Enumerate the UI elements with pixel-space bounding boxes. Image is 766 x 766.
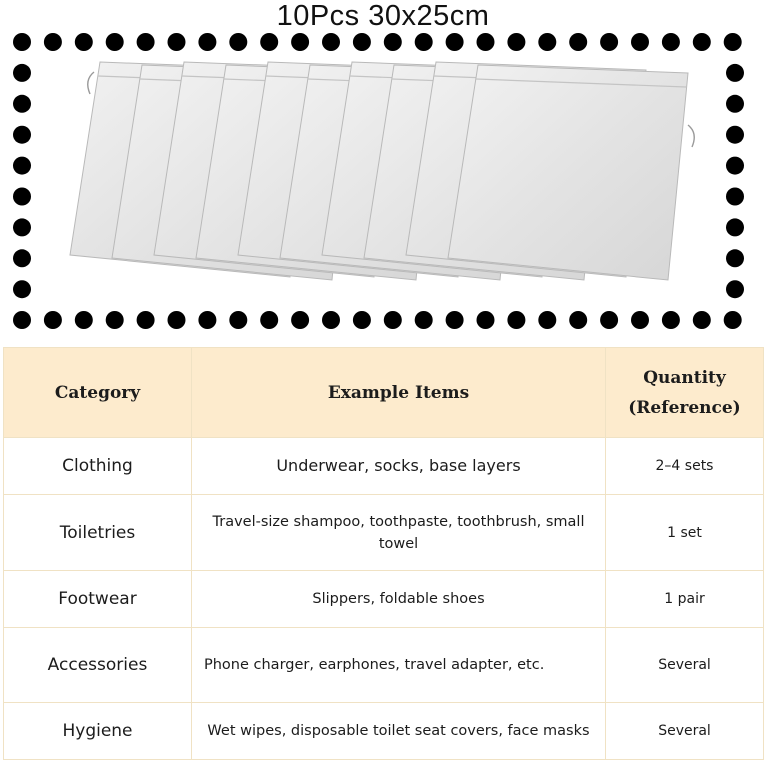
frame-dot	[106, 33, 124, 51]
row-quantity: Several	[606, 628, 764, 703]
frame-dot	[13, 157, 31, 175]
row-quantity: 1 set	[606, 495, 764, 571]
row-category: Footwear	[4, 571, 192, 628]
frame-dot	[13, 280, 31, 298]
row-examples: Slippers, foldable shoes	[192, 571, 606, 628]
frame-dot	[260, 311, 278, 329]
row-quantity: Several	[606, 703, 764, 760]
frame-dot	[13, 126, 31, 144]
table-row	[4, 495, 764, 571]
frame-dot	[631, 311, 649, 329]
frame-dot	[198, 311, 216, 329]
frame-dot	[538, 33, 556, 51]
header-quantity-line1: Quantity	[643, 367, 726, 388]
frame-dot	[538, 311, 556, 329]
table-row	[4, 571, 764, 628]
frame-dot	[384, 33, 402, 51]
product-photo	[0, 0, 766, 340]
frame-dot	[260, 33, 278, 51]
frame-dot	[168, 33, 186, 51]
frame-dot	[446, 311, 464, 329]
drawstring-bag	[448, 65, 694, 280]
frame-dot	[229, 311, 247, 329]
frame-dot	[137, 311, 155, 329]
product-title: 10Pcs 30x25cm	[276, 0, 490, 32]
row-examples: Underwear, socks, base layers	[192, 438, 606, 495]
row-examples: Phone charger, earphones, travel adapter, etc.	[192, 628, 606, 703]
row-category: Toiletries	[4, 495, 192, 571]
header-quantity	[606, 348, 764, 438]
frame-dot	[726, 218, 744, 236]
frame-dot	[75, 33, 93, 51]
frame-dot	[726, 280, 744, 298]
frame-dot	[415, 311, 433, 329]
packing-reference-table	[3, 347, 764, 760]
frame-dot	[726, 126, 744, 144]
frame-dot	[507, 33, 525, 51]
frame-dot	[106, 311, 124, 329]
frame-dot	[446, 33, 464, 51]
row-examples: Travel-size shampoo, toothpaste, toothbrush, small towel	[192, 495, 606, 571]
frame-dot	[726, 188, 744, 206]
frame-dot	[44, 311, 62, 329]
header-quantity-line2: (Reference)	[628, 397, 741, 418]
frame-dot	[726, 249, 744, 267]
frame-dot	[291, 311, 309, 329]
frame-dot	[75, 311, 93, 329]
frame-dot	[13, 33, 31, 51]
frame-dot	[13, 218, 31, 236]
frame-dot	[291, 33, 309, 51]
table-row	[4, 438, 764, 495]
frame-dot	[477, 33, 495, 51]
frame-dot	[662, 311, 680, 329]
frame-dot	[168, 311, 186, 329]
drawstring-bag-stack	[70, 62, 694, 280]
frame-dot	[726, 64, 744, 82]
frame-dot	[13, 95, 31, 113]
header-category: Category	[4, 348, 192, 438]
frame-dot	[507, 311, 525, 329]
frame-dot	[726, 157, 744, 175]
frame-dot	[13, 249, 31, 267]
table-row	[4, 628, 764, 703]
frame-dot	[13, 64, 31, 82]
header-example-items: Example Items	[192, 348, 606, 438]
frame-dot	[569, 33, 587, 51]
row-category: Clothing	[4, 438, 192, 495]
row-category: Hygiene	[4, 703, 192, 760]
frame-dot	[631, 33, 649, 51]
row-quantity: 1 pair	[606, 571, 764, 628]
frame-dot	[415, 33, 433, 51]
frame-dot	[384, 311, 402, 329]
frame-dot	[693, 311, 711, 329]
frame-dot	[724, 33, 742, 51]
frame-dot	[353, 33, 371, 51]
table-header-row	[4, 348, 764, 438]
frame-dot	[13, 311, 31, 329]
frame-dot	[569, 311, 587, 329]
frame-dot	[724, 311, 742, 329]
row-quantity: 2–4 sets	[606, 438, 764, 495]
frame-dot	[13, 188, 31, 206]
row-category: Accessories	[4, 628, 192, 703]
table-row	[4, 703, 764, 760]
frame-dot	[600, 33, 618, 51]
frame-dot	[44, 33, 62, 51]
frame-dot	[662, 33, 680, 51]
frame-dot	[477, 311, 495, 329]
row-examples: Wet wipes, disposable toilet seat covers, face masks	[192, 703, 606, 760]
frame-dot	[229, 33, 247, 51]
frame-dot	[198, 33, 216, 51]
frame-dot	[600, 311, 618, 329]
frame-dot	[693, 33, 711, 51]
frame-dot	[353, 311, 371, 329]
frame-dot	[137, 33, 155, 51]
frame-dot	[726, 95, 744, 113]
frame-dot	[322, 33, 340, 51]
frame-dot	[322, 311, 340, 329]
